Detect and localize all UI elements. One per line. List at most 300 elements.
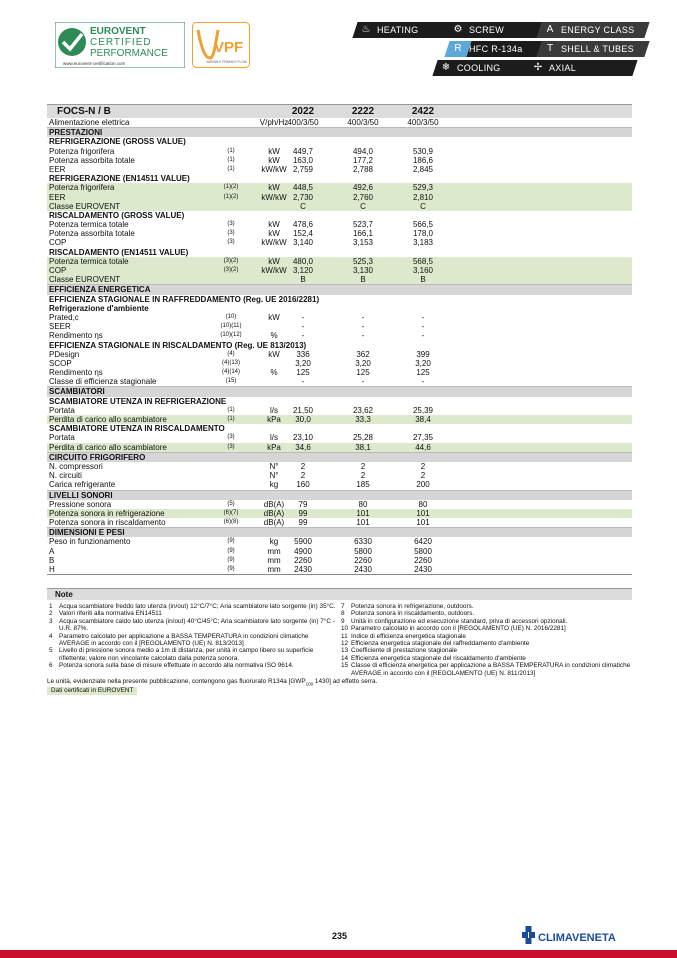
row-unit: mm bbox=[267, 546, 281, 556]
row-label: COP bbox=[49, 266, 67, 275]
notes-section bbox=[47, 588, 632, 677]
row-note-ref: (5) bbox=[227, 500, 235, 507]
note-number: 3 bbox=[49, 617, 53, 625]
row-label: EFFICIENZA STAGIONALE IN RAFFREDDAMENTO (Reg. UE 2016/2281) bbox=[49, 294, 320, 304]
table-row bbox=[47, 238, 632, 247]
row-unit: dB(A) bbox=[263, 518, 285, 528]
subsection-header bbox=[47, 295, 632, 304]
cell-value: 3,20 bbox=[415, 358, 431, 368]
letter-r-icon: R bbox=[454, 43, 462, 54]
row-unit: kW bbox=[268, 349, 280, 359]
note-text: Livello di pressione sonora medio a 1m di distanza, per unità in campo libero su superficie riflettente; valore non vincolante calcolato dalla potenza sonora. bbox=[59, 647, 314, 662]
model-name: FOCS-N / B bbox=[57, 106, 111, 117]
note-text: Efficienza energetica stagionale del riscaldamento d'ambiente bbox=[351, 654, 526, 662]
cell-value: 23,10 bbox=[292, 433, 314, 443]
cell-value: 3,20 bbox=[355, 358, 371, 368]
cell-value: 34,6 bbox=[295, 442, 311, 452]
row-label: Perdita di carico allo scambiatore bbox=[49, 442, 167, 452]
row-label: COP bbox=[49, 238, 67, 248]
cell-value: B bbox=[300, 275, 306, 285]
cell-value: - bbox=[301, 322, 305, 332]
cell-value: 2,845 bbox=[412, 164, 434, 174]
cell-value: 478,6 bbox=[292, 220, 314, 230]
cell-value: 186,6 bbox=[412, 155, 434, 165]
cell-value: 163,0 bbox=[292, 155, 314, 165]
row-label: Potenza sonora in refrigerazione bbox=[49, 508, 165, 518]
row-unit: kW/kW bbox=[261, 238, 287, 248]
cell-value: 448,5 bbox=[292, 183, 314, 193]
row-label: SEER bbox=[49, 322, 71, 332]
row-label: PRESTAZIONI bbox=[49, 128, 103, 138]
cell-value: 21,50 bbox=[292, 405, 314, 415]
cell-value: 362 bbox=[356, 349, 370, 359]
cell-value: 2 bbox=[300, 461, 306, 471]
row-label: Potenza sonora in riscaldamento bbox=[49, 518, 166, 528]
row-note-ref: (3) bbox=[227, 443, 235, 450]
row-note-ref: (1) bbox=[227, 406, 235, 413]
cell-value: - bbox=[301, 331, 305, 341]
table-row bbox=[47, 377, 632, 386]
cell-value: 101 bbox=[356, 518, 370, 528]
note-number: 15 bbox=[341, 662, 349, 670]
cell-value: 2 bbox=[300, 471, 306, 481]
row-note-ref: (1)(2) bbox=[223, 193, 239, 200]
note-text: Potenza sonora in riscaldamento, outdoors. bbox=[351, 610, 475, 618]
cell-value: 80 bbox=[358, 499, 368, 509]
cell-value: 530,9 bbox=[412, 146, 434, 156]
eurovent-url: www.eurovent-certification.com bbox=[63, 61, 126, 66]
cell-value: 2260 bbox=[354, 555, 372, 565]
cell-value: 2,759 bbox=[292, 164, 314, 174]
table-row bbox=[47, 518, 632, 527]
cell-value: 185 bbox=[356, 480, 370, 490]
note-text: Classe di efficienza energetica per applicazione a BASSA TEMPERATURA in condizioni climatiche AVERAGE in accordo con il [REGOLAMENTO (UE) N. 811/2013] bbox=[351, 662, 631, 677]
subsection-header bbox=[47, 341, 632, 350]
cell-value: - bbox=[301, 312, 305, 322]
table-row bbox=[47, 118, 632, 127]
row-note-ref: (6)(7) bbox=[223, 509, 239, 516]
cell-value: 523,7 bbox=[352, 220, 374, 230]
row-label: Carica refrigerante bbox=[49, 480, 116, 490]
cell-value: 99 bbox=[298, 508, 308, 518]
eurovent-certified-logo bbox=[55, 22, 185, 68]
cell-value: - bbox=[421, 331, 425, 341]
cell-value: 2,760 bbox=[352, 192, 374, 202]
row-unit: kW bbox=[268, 220, 280, 230]
table-row bbox=[47, 275, 632, 284]
table-row bbox=[47, 500, 632, 509]
row-label: SCAMBIATORI bbox=[49, 387, 105, 397]
row-note-ref: (4)(14) bbox=[221, 369, 240, 376]
row-label: Classe EUROVENT bbox=[49, 275, 121, 285]
cell-value: 336 bbox=[296, 349, 310, 359]
table-row bbox=[47, 433, 632, 442]
table-row bbox=[47, 537, 632, 546]
cell-value: 160 bbox=[296, 480, 310, 490]
cell-value: 33,3 bbox=[355, 415, 371, 424]
letter-t-icon: T bbox=[546, 43, 554, 54]
table-row bbox=[47, 257, 632, 266]
row-label: Classe EUROVENT bbox=[49, 201, 121, 211]
note-item bbox=[49, 633, 337, 648]
cell-value: 125 bbox=[416, 368, 430, 378]
note-item bbox=[49, 610, 337, 617]
row-label: CIRCUITO FRIGORIFERO bbox=[49, 452, 146, 462]
eurovent-line2: CERTIFIED bbox=[90, 37, 152, 48]
notes-left-column bbox=[49, 603, 337, 670]
table-row bbox=[47, 165, 632, 174]
table-row bbox=[47, 313, 632, 322]
row-note-ref: (1) bbox=[227, 156, 235, 163]
table-row bbox=[47, 359, 632, 368]
vpf-logo bbox=[192, 22, 250, 68]
note-number: 7 bbox=[341, 603, 345, 610]
row-label: PDesign bbox=[49, 349, 80, 359]
cell-value: - bbox=[361, 322, 365, 332]
bottom-red-bar bbox=[0, 950, 677, 958]
table-row bbox=[47, 565, 632, 575]
section-header bbox=[47, 527, 632, 537]
table-row bbox=[47, 183, 632, 192]
note-item bbox=[341, 647, 631, 654]
note-text: Acqua scambiatore caldo lato utenza (in/out) 40°C/45°C; Aria scambiatore lato sorgente (in) 7°C - U.R. 87%. bbox=[59, 617, 335, 633]
tag-hfc-label: HFC R-134a bbox=[469, 44, 523, 54]
row-label: Potenza assorbita totale bbox=[49, 155, 135, 165]
cell-value: 494,0 bbox=[352, 146, 374, 156]
row-label: N. circuiti bbox=[49, 471, 82, 481]
cell-value: 27,35 bbox=[412, 433, 434, 443]
cell-value: C bbox=[360, 201, 366, 211]
table-row bbox=[47, 368, 632, 377]
cell-value: 80 bbox=[418, 499, 428, 509]
cell-value: - bbox=[301, 377, 305, 387]
table-row bbox=[47, 547, 632, 556]
row-unit: kW bbox=[268, 183, 280, 193]
footnote-part-b: 1430] ad effetto serra. bbox=[313, 678, 378, 685]
cell-value: 23,62 bbox=[352, 405, 374, 415]
cell-value: 44,6 bbox=[415, 442, 431, 452]
row-label: RISCALDAMENTO (GROSS VALUE) bbox=[49, 210, 185, 220]
row-unit: N° bbox=[269, 471, 279, 481]
subsection-header bbox=[47, 174, 632, 183]
note-number: 13 bbox=[341, 647, 349, 655]
row-note-ref: (1) bbox=[227, 165, 235, 172]
row-note-ref: (9) bbox=[227, 556, 235, 563]
row-note-ref: (3) bbox=[227, 221, 235, 228]
row-unit: kPa bbox=[267, 442, 281, 452]
cell-value: 492,6 bbox=[352, 183, 374, 193]
row-unit: kW/kW bbox=[261, 192, 287, 202]
note-number: 11 bbox=[341, 632, 348, 640]
row-label: Rendimento ηs bbox=[49, 368, 103, 378]
row-unit: kPa bbox=[267, 415, 281, 424]
tag-heating-label: HEATING bbox=[377, 25, 419, 35]
row-label: Potenza assorbita totale bbox=[49, 229, 135, 239]
cell-value: 2 bbox=[360, 461, 366, 471]
section-header bbox=[47, 127, 632, 137]
row-unit: kg bbox=[269, 537, 279, 547]
subsection-header bbox=[47, 248, 632, 257]
row-label: A bbox=[49, 546, 55, 556]
row-unit: kW bbox=[268, 312, 280, 322]
table-row bbox=[47, 266, 632, 275]
row-label: Prated,c bbox=[49, 312, 79, 322]
table-row bbox=[47, 556, 632, 565]
cell-value: 2430 bbox=[294, 565, 312, 574]
cell-value: 3,183 bbox=[412, 238, 434, 248]
table-row bbox=[47, 229, 632, 238]
note-item bbox=[341, 662, 631, 677]
note-number: 6 bbox=[49, 662, 53, 670]
cell-value: 6330 bbox=[354, 537, 372, 547]
page-number: 235 bbox=[332, 931, 348, 941]
snowflake-icon: ❄ bbox=[441, 62, 451, 73]
note-number: 4 bbox=[49, 632, 53, 640]
row-label: Classe di efficienza stagionale bbox=[49, 377, 157, 387]
row-label: EFFICIENZA STAGIONALE IN RISCALDAMENTO (Reg. UE 813/2013) bbox=[49, 340, 307, 350]
row-label: SCAMBIATORE UTENZA IN RISCALDAMENTO bbox=[49, 424, 225, 434]
row-label: REFRIGERAZIONE (GROSS VALUE) bbox=[49, 137, 186, 147]
row-label: Perdita di carico allo scambiatore bbox=[49, 415, 167, 424]
note-text: Parametro calcolato per applicazione a BASSA TEMPERATURA in condizioni climatiche AVERAGE in accordo con il [REGOLAMENTO (UE) N. 813/2013] bbox=[59, 632, 309, 648]
cell-value: 3,130 bbox=[352, 266, 374, 275]
section-header bbox=[47, 490, 632, 500]
row-unit: N° bbox=[269, 461, 279, 471]
row-unit: kW bbox=[268, 146, 280, 156]
table-row bbox=[47, 350, 632, 359]
row-note-ref: (15) bbox=[225, 378, 237, 385]
row-note-ref: (10)(12) bbox=[220, 332, 242, 339]
row-note-ref: (4)(13) bbox=[221, 359, 240, 366]
eurovent-line3: PERFORMANCE bbox=[90, 48, 168, 59]
row-unit: l/s bbox=[270, 433, 278, 443]
cell-value: 25,28 bbox=[352, 433, 374, 443]
note-number: 9 bbox=[341, 617, 345, 625]
tag-energy-class bbox=[536, 22, 649, 38]
row-label: REFRIGERAZIONE (EN14511 VALUE) bbox=[49, 174, 190, 184]
cell-value: 2 bbox=[360, 471, 366, 481]
tag-shell-tubes-label: SHELL & TUBES bbox=[561, 44, 634, 54]
cell-value: 3,153 bbox=[352, 238, 374, 248]
cell-value: 2,730 bbox=[292, 192, 314, 202]
note-text: Acqua scambiatore freddo lato utenza (in/out) 12°C/7°C; Aria scambiatore lato sorgente (in) 35°C. bbox=[59, 603, 336, 610]
row-unit: kg bbox=[269, 480, 279, 490]
note-text: Valori riferiti alla normativa EN14511 bbox=[59, 610, 162, 618]
note-item bbox=[49, 603, 337, 610]
row-label: LIVELLI SONORI bbox=[49, 490, 113, 500]
table-row bbox=[47, 202, 632, 211]
row-unit: mm bbox=[267, 555, 281, 565]
row-note-ref: (6)(8) bbox=[223, 519, 239, 526]
row-note-ref: (1) bbox=[227, 416, 235, 422]
row-label: SCAMBIATORE UTENZA IN REFRIGERAZIONE bbox=[49, 396, 227, 406]
fan-icon: ✢ bbox=[533, 62, 543, 73]
note-number: 12 bbox=[341, 640, 349, 648]
note-item bbox=[341, 610, 631, 617]
row-label: Potenza termica totale bbox=[49, 256, 129, 266]
cell-value: 101 bbox=[416, 518, 430, 528]
table-row bbox=[47, 193, 632, 202]
row-label: Peso in funzionamento bbox=[49, 537, 131, 547]
cell-value: 2260 bbox=[414, 555, 432, 565]
flame-icon: ♨ bbox=[361, 24, 371, 35]
cell-value: 5800 bbox=[414, 546, 432, 556]
table-row bbox=[47, 322, 632, 331]
cell-value: 166,1 bbox=[352, 229, 374, 239]
vpf-sub: VARIABLE PRIMARY FLOW bbox=[206, 60, 247, 64]
cell-value: 101 bbox=[416, 508, 430, 518]
row-note-ref: (3) bbox=[227, 434, 235, 441]
cell-value: - bbox=[361, 377, 365, 387]
row-unit: dB(A) bbox=[263, 499, 285, 509]
table-row bbox=[47, 509, 632, 518]
note-item bbox=[49, 647, 337, 662]
row-unit: kW bbox=[268, 155, 280, 165]
cell-value: 400/3/50 bbox=[287, 118, 319, 127]
note-number: 5 bbox=[49, 647, 53, 655]
notes-title: Note bbox=[47, 588, 632, 600]
cell-value: 525,3 bbox=[352, 256, 374, 266]
cell-value: B bbox=[420, 275, 426, 285]
row-label: EER bbox=[49, 164, 66, 174]
cell-value: 480,0 bbox=[292, 256, 314, 266]
brand-name: CLIMAVENETA bbox=[538, 932, 616, 944]
subsection-header bbox=[47, 424, 632, 433]
tag-energy-class-label: ENERGY CLASS bbox=[561, 25, 635, 35]
row-unit: % bbox=[270, 331, 278, 341]
row-label: N. compressori bbox=[49, 461, 103, 471]
cell-value: 2,788 bbox=[352, 164, 374, 174]
cell-value: 399 bbox=[416, 349, 430, 359]
notes-right-column bbox=[341, 603, 631, 677]
table-row bbox=[47, 471, 632, 480]
table-row bbox=[47, 415, 632, 424]
cell-value: 2 bbox=[420, 461, 426, 471]
cell-value: - bbox=[421, 322, 425, 332]
row-note-ref: (3)(2) bbox=[223, 257, 239, 264]
row-note-ref: (1) bbox=[227, 147, 235, 154]
cell-value: - bbox=[421, 377, 425, 387]
table-titlebar bbox=[47, 104, 632, 118]
eurovent-line1: EUROVENT bbox=[90, 26, 146, 37]
note-text: Efficienza energetica stagionale del raffreddamento d'ambiente bbox=[351, 640, 530, 648]
cell-value: 568,5 bbox=[412, 256, 434, 266]
row-label: Portata bbox=[49, 433, 75, 443]
row-label: Potenza frigorifera bbox=[49, 183, 115, 193]
cell-value: C bbox=[300, 201, 306, 211]
section-header bbox=[47, 452, 632, 462]
row-note-ref: (10) bbox=[225, 313, 237, 320]
table-row bbox=[47, 443, 632, 452]
row-label: B bbox=[49, 555, 55, 565]
subsection-header bbox=[47, 397, 632, 406]
note-text: Unità in configurazione ed esecuzione standard, priva di accessori opzionali. bbox=[351, 617, 568, 625]
row-label: SCOP bbox=[49, 358, 72, 368]
row-label: Pressione sonora bbox=[49, 499, 112, 509]
row-label: Potenza frigorifera bbox=[49, 146, 115, 156]
subsection-header bbox=[47, 137, 632, 146]
row-label: Portata bbox=[49, 405, 75, 415]
cell-value: 25,39 bbox=[412, 405, 434, 415]
row-unit: kW/kW bbox=[261, 266, 287, 275]
row-label: EER bbox=[49, 192, 66, 202]
row-label: Refrigerazione d'ambiente bbox=[49, 303, 149, 313]
row-label: Potenza termica totale bbox=[49, 220, 129, 230]
note-text: Indice di efficienza energetica stagionale bbox=[351, 632, 466, 640]
cell-value: C bbox=[420, 201, 426, 211]
row-unit: V/ph/Hz bbox=[259, 118, 289, 127]
cell-value: 400/3/50 bbox=[407, 118, 439, 127]
cell-value: 2430 bbox=[414, 565, 432, 574]
note-item bbox=[341, 655, 631, 662]
row-note-ref: (1)(2) bbox=[223, 184, 239, 191]
table-row bbox=[47, 462, 632, 471]
cell-value: 3,120 bbox=[292, 266, 314, 275]
row-note-ref: (3) bbox=[227, 230, 235, 237]
cell-value: - bbox=[421, 312, 425, 322]
model-header-1: 2022 bbox=[291, 106, 315, 117]
note-number: 2 bbox=[49, 610, 53, 618]
cell-value: B bbox=[360, 275, 366, 285]
cell-value: 125 bbox=[296, 368, 310, 378]
cell-value: - bbox=[361, 331, 365, 341]
letter-a-icon: A bbox=[546, 24, 554, 35]
note-item bbox=[341, 618, 631, 625]
model-header-3: 2422 bbox=[411, 106, 435, 117]
cell-value: 2260 bbox=[294, 555, 312, 565]
note-text: Coefficiente di prestazione stagionale bbox=[351, 647, 458, 655]
note-item bbox=[341, 640, 631, 647]
cell-value: 79 bbox=[298, 499, 308, 509]
note-number: 14 bbox=[341, 654, 349, 662]
cell-value: 38,4 bbox=[415, 415, 431, 424]
cell-value: 4900 bbox=[294, 546, 312, 556]
subsection-header bbox=[47, 211, 632, 220]
cell-value: 2 bbox=[420, 471, 426, 481]
cell-value: 2430 bbox=[354, 565, 372, 574]
subsection-header bbox=[47, 304, 632, 313]
note-text: Parametro calcolato in accordo con il [REGOLAMENTO (UE) N. 2016/2281] bbox=[351, 625, 566, 633]
note-item bbox=[341, 625, 631, 632]
section-header bbox=[47, 284, 632, 294]
cell-value: 30,0 bbox=[295, 415, 311, 424]
table-row bbox=[47, 331, 632, 340]
eurovent-certified-note: Dati certificati in EUROVENT bbox=[47, 687, 137, 695]
cell-value: 449,7 bbox=[292, 146, 314, 156]
cell-value: 200 bbox=[416, 480, 430, 490]
row-label: DIMENSIONI E PESI bbox=[49, 528, 125, 538]
climaveneta-logo bbox=[522, 926, 632, 946]
table-body bbox=[47, 118, 632, 575]
tag-axial-label: AXIAL bbox=[549, 63, 577, 73]
cell-value: - bbox=[361, 312, 365, 322]
footnote-sub: 100 bbox=[305, 681, 314, 687]
tag-screw-label: SCREW bbox=[469, 25, 504, 35]
row-note-ref: (4) bbox=[227, 350, 235, 357]
note-number: 8 bbox=[341, 610, 345, 618]
note-number: 1 bbox=[49, 603, 53, 610]
cell-value: 3,20 bbox=[295, 358, 311, 368]
tag-shell-tubes bbox=[536, 41, 649, 57]
cell-value: 177,2 bbox=[352, 155, 374, 165]
row-unit: dB(A) bbox=[263, 508, 285, 518]
note-item bbox=[341, 633, 631, 640]
row-unit: kW bbox=[268, 256, 280, 266]
row-label: RISCALDAMENTO (EN14511 VALUE) bbox=[49, 247, 189, 257]
note-text: Potenza sonora in refrigerazione, outdoors. bbox=[351, 603, 474, 610]
cell-value: 152,4 bbox=[292, 229, 314, 239]
row-note-ref: (9) bbox=[227, 547, 235, 554]
